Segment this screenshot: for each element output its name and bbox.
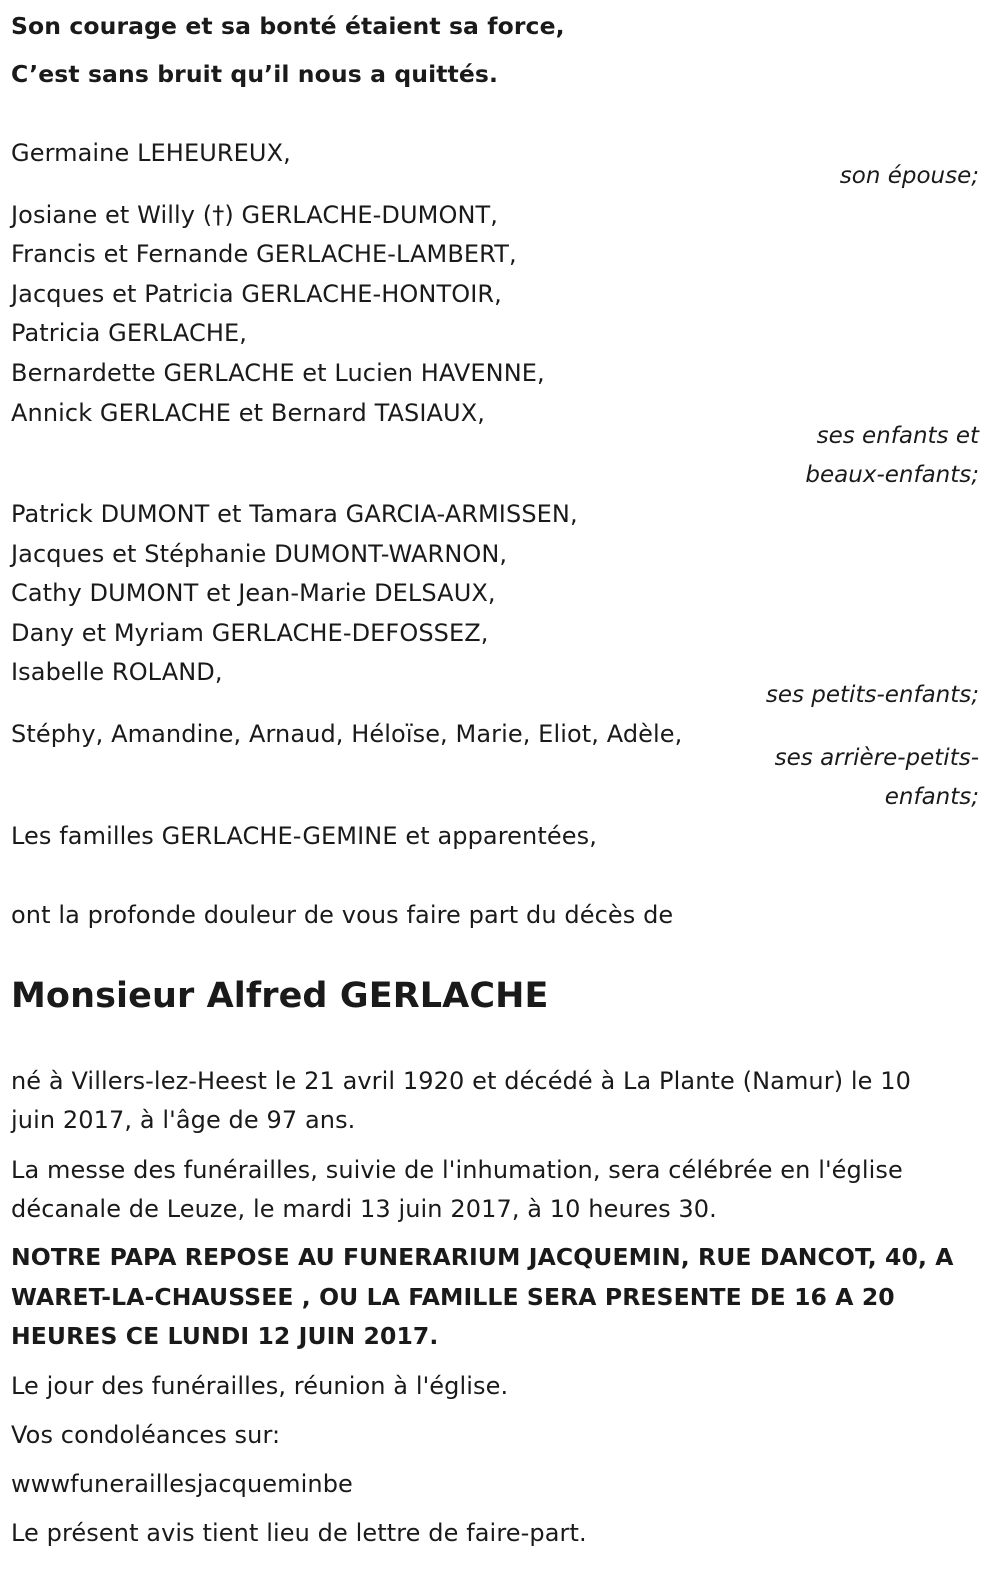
website-link[interactable]: wwwfuneraillesjacqueminbe bbox=[11, 1470, 353, 1498]
funerarium-line-3: HEURES CE LUNDI 12 JUIN 2017. bbox=[11, 1322, 439, 1350]
epigraph-line-1: Son courage et sa bonté étaient sa force, bbox=[11, 12, 565, 40]
grandchild-name-2: Jacques et Stéphanie DUMONT-WARNON, bbox=[11, 540, 508, 568]
spouse-relation: son épouse; bbox=[839, 163, 979, 189]
great-grandchildren-relation-line-1: ses arrière-petits- bbox=[774, 745, 979, 771]
funerarium-line-2: WARET-LA-CHAUSSEE , OU LA FAMILLE SERA PRESENTE DE 16 A 20 bbox=[11, 1283, 895, 1311]
funerarium-line-1: NOTRE PAPA REPOSE AU FUNERARIUM JACQUEMIN, RUE DANCOT, 40, A bbox=[11, 1243, 954, 1271]
epigraph-line-2: C’est sans bruit qu’il nous a quittés. bbox=[11, 60, 499, 88]
families-line: Les familles GERLACHE-GEMINE et apparentées, bbox=[11, 822, 597, 850]
great-grandchildren-relation-line-2: enfants; bbox=[884, 784, 979, 810]
condolences-label: Vos condoléances sur: bbox=[11, 1421, 281, 1449]
child-name-5: Bernardette GERLACHE et Lucien HAVENNE, bbox=[11, 359, 545, 387]
children-relation-line-1: ses enfants et bbox=[816, 423, 979, 449]
grandchild-name-1: Patrick DUMONT et Tamara GARCIA-ARMISSEN, bbox=[11, 500, 578, 528]
mass-line-2: décanale de Leuze, le mardi 13 juin 2017, à 10 heures 30. bbox=[11, 1195, 717, 1223]
birth-death-line-2: juin 2017, à l'âge de 97 ans. bbox=[11, 1106, 356, 1134]
announcement-line: ont la profonde douleur de vous faire part du décès de bbox=[11, 901, 674, 929]
grandchildren-relation: ses petits-enfants; bbox=[765, 682, 979, 708]
grandchild-name-4: Dany et Myriam GERLACHE-DEFOSSEZ, bbox=[11, 619, 489, 647]
child-name-1: Josiane et Willy (†) GERLACHE-DUMONT, bbox=[11, 201, 499, 229]
deceased-name: Monsieur Alfred GERLACHE bbox=[11, 976, 549, 1016]
child-name-3: Jacques et Patricia GERLACHE-HONTOIR, bbox=[11, 280, 502, 308]
child-name-2: Francis et Fernande GERLACHE-LAMBERT, bbox=[11, 240, 517, 268]
grandchild-name-3: Cathy DUMONT et Jean-Marie DELSAUX, bbox=[11, 579, 496, 607]
children-relation-line-2: beaux-enfants; bbox=[805, 462, 979, 488]
great-grandchildren-names: Stéphy, Amandine, Arnaud, Héloïse, Marie, Eliot, Adèle, bbox=[11, 720, 683, 748]
closing-line: Le présent avis tient lieu de lettre de faire-part. bbox=[11, 1519, 587, 1547]
grandchild-name-5: Isabelle ROLAND, bbox=[11, 658, 223, 686]
birth-death-line-1: né à Villers-lez-Heest le 21 avril 1920 et décédé à La Plante (Namur) le 10 bbox=[11, 1067, 911, 1095]
child-name-6: Annick GERLACHE et Bernard TASIAUX, bbox=[11, 399, 485, 427]
meeting-line: Le jour des funérailles, réunion à l'église. bbox=[11, 1372, 509, 1400]
child-name-4: Patricia GERLACHE, bbox=[11, 319, 247, 347]
spouse-name: Germaine LEHEUREUX, bbox=[11, 139, 291, 167]
mass-line-1: La messe des funérailles, suivie de l'inhumation, sera célébrée en l'église bbox=[11, 1156, 903, 1184]
